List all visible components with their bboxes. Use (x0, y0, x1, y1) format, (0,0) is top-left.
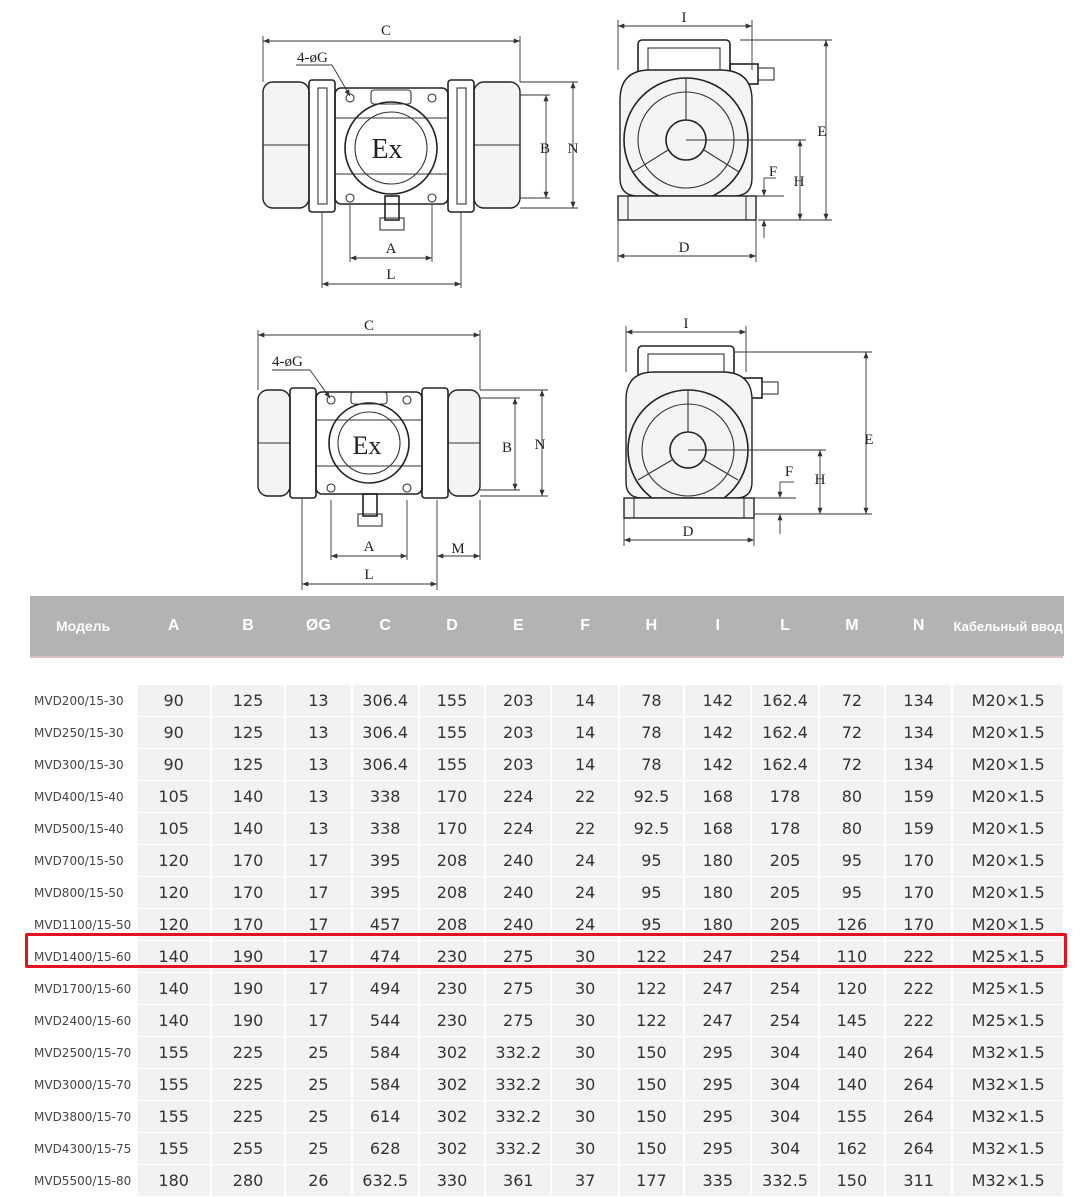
value-cell: 140 (211, 781, 285, 813)
value-cell: 30 (551, 1069, 618, 1101)
table-row (30, 973, 1064, 1005)
value-cell: 361 (485, 1165, 551, 1197)
value-cell: M20×1.5 (952, 749, 1064, 781)
value-cell: 30 (551, 1101, 618, 1133)
value-cell: 247 (684, 941, 751, 973)
value-cell: 304 (751, 1037, 818, 1069)
value-cell: 295 (684, 1101, 751, 1133)
dim-label-g: 4-øG (272, 354, 303, 370)
dim-label-f: F (768, 164, 778, 180)
value-cell: M25×1.5 (952, 1005, 1064, 1037)
model-cell: MVD300/15-30 (30, 749, 137, 781)
value-cell: 122 (619, 973, 684, 1005)
header-a: A (137, 596, 211, 657)
header-b: B (211, 596, 285, 657)
ex-badge: Ex (371, 134, 403, 165)
value-cell: 110 (819, 941, 885, 973)
value-cell: 14 (551, 717, 618, 749)
value-cell: 25 (285, 1133, 351, 1165)
value-cell: 155 (137, 1037, 211, 1069)
value-cell: 205 (751, 877, 818, 909)
value-cell: 222 (885, 1005, 952, 1037)
value-cell: 222 (885, 941, 952, 973)
value-cell: 17 (285, 973, 351, 1005)
value-cell: 125 (211, 717, 285, 749)
value-cell: 140 (137, 1005, 211, 1037)
table-header-row (30, 596, 1064, 657)
value-cell: 92.5 (619, 781, 684, 813)
value-cell: 264 (885, 1069, 952, 1101)
table-row (30, 909, 1064, 941)
table-row (30, 781, 1064, 813)
value-cell: 280 (211, 1165, 285, 1197)
dimension-drawings (0, 0, 1087, 595)
value-cell: 162.4 (751, 717, 818, 749)
side-view-drawing-2 (624, 326, 872, 546)
value-cell: M20×1.5 (952, 813, 1064, 845)
value-cell: 140 (211, 813, 285, 845)
model-cell: MVD500/15-40 (30, 813, 137, 845)
table-row (30, 749, 1064, 781)
value-cell: 140 (137, 941, 211, 973)
value-cell: 13 (285, 781, 351, 813)
value-cell: 155 (819, 1101, 885, 1133)
value-cell: 332.2 (485, 1133, 551, 1165)
value-cell: 26 (285, 1165, 351, 1197)
model-cell: MVD800/15-50 (30, 877, 137, 909)
value-cell: 170 (211, 909, 285, 941)
value-cell: M20×1.5 (952, 685, 1064, 717)
value-cell: 208 (419, 909, 485, 941)
dim-label-g: 4-øG (297, 50, 328, 66)
value-cell: 17 (285, 909, 351, 941)
value-cell: M20×1.5 (952, 909, 1064, 941)
model-cell: MVD250/15-30 (30, 717, 137, 749)
value-cell: 264 (885, 1037, 952, 1069)
value-cell: 92.5 (619, 813, 684, 845)
header-f: F (551, 596, 618, 657)
value-cell: 168 (684, 781, 751, 813)
side-view-drawing-1 (618, 20, 832, 262)
value-cell: 180 (684, 877, 751, 909)
value-cell: 457 (352, 909, 419, 941)
value-cell: 24 (551, 909, 618, 941)
value-cell: 180 (137, 1165, 211, 1197)
value-cell: 78 (619, 685, 684, 717)
dim-label-h: H (814, 472, 826, 488)
model-cell: MVD2400/15-60 (30, 1005, 137, 1037)
value-cell: 335 (684, 1165, 751, 1197)
value-cell: 544 (352, 1005, 419, 1037)
value-cell: 632.5 (352, 1165, 419, 1197)
dim-label-d: D (678, 240, 690, 256)
value-cell: 140 (819, 1037, 885, 1069)
value-cell: 170 (211, 877, 285, 909)
dim-label-l: L (386, 267, 396, 283)
value-cell: M20×1.5 (952, 781, 1064, 813)
value-cell: 225 (211, 1101, 285, 1133)
dim-label-h: H (793, 174, 805, 190)
value-cell: 140 (137, 973, 211, 1005)
value-cell: 95 (619, 877, 684, 909)
value-cell: 208 (419, 877, 485, 909)
value-cell: 25 (285, 1101, 351, 1133)
value-cell: 17 (285, 1005, 351, 1037)
value-cell: 264 (885, 1133, 952, 1165)
value-cell: 17 (285, 845, 351, 877)
dim-label-f: F (784, 464, 794, 480)
value-cell: 230 (419, 941, 485, 973)
header-d: D (419, 596, 485, 657)
dim-label-i: I (683, 316, 689, 332)
value-cell: 105 (137, 813, 211, 845)
value-cell: 190 (211, 1005, 285, 1037)
value-cell: 30 (551, 1133, 618, 1165)
header-i: I (684, 596, 751, 657)
value-cell: 90 (137, 749, 211, 781)
value-cell: M32×1.5 (952, 1037, 1064, 1069)
value-cell: 180 (684, 845, 751, 877)
value-cell: 311 (885, 1165, 952, 1197)
value-cell: 302 (419, 1037, 485, 1069)
value-cell: 25 (285, 1037, 351, 1069)
value-cell: 614 (352, 1101, 419, 1133)
value-cell: 150 (619, 1037, 684, 1069)
value-cell: 122 (619, 941, 684, 973)
value-cell: M32×1.5 (952, 1133, 1064, 1165)
value-cell: 170 (885, 909, 952, 941)
value-cell: 134 (885, 685, 952, 717)
value-cell: 30 (551, 941, 618, 973)
value-cell: 240 (485, 909, 551, 941)
value-cell: 90 (137, 717, 211, 749)
value-cell: 155 (419, 717, 485, 749)
value-cell: 78 (619, 749, 684, 781)
model-cell: MVD700/15-50 (30, 845, 137, 877)
table-row (30, 1005, 1064, 1037)
value-cell: 275 (485, 1005, 551, 1037)
model-cell: MVD1400/15-60 (30, 941, 137, 973)
value-cell: 134 (885, 749, 952, 781)
value-cell: 230 (419, 973, 485, 1005)
value-cell: 162.4 (751, 749, 818, 781)
value-cell: 205 (751, 845, 818, 877)
value-cell: 304 (751, 1101, 818, 1133)
value-cell: 120 (137, 909, 211, 941)
value-cell: 180 (684, 909, 751, 941)
value-cell: 155 (137, 1133, 211, 1165)
dim-label-n: N (534, 437, 546, 453)
value-cell: 13 (285, 717, 351, 749)
value-cell: 494 (352, 973, 419, 1005)
model-cell: MVD1100/15-50 (30, 909, 137, 941)
value-cell: 332.2 (485, 1037, 551, 1069)
table-row (30, 845, 1064, 877)
value-cell: 295 (684, 1037, 751, 1069)
value-cell: 178 (751, 813, 818, 845)
table-row (30, 877, 1064, 909)
value-cell: 295 (684, 1069, 751, 1101)
specification-table (30, 596, 1065, 1197)
value-cell: 150 (619, 1069, 684, 1101)
value-cell: 177 (619, 1165, 684, 1197)
value-cell: 37 (551, 1165, 618, 1197)
value-cell: M32×1.5 (952, 1165, 1064, 1197)
value-cell: 22 (551, 813, 618, 845)
value-cell: 30 (551, 1005, 618, 1037)
value-cell: 332.2 (485, 1069, 551, 1101)
value-cell: 224 (485, 813, 551, 845)
value-cell: 95 (819, 877, 885, 909)
value-cell: 80 (819, 813, 885, 845)
value-cell: 222 (885, 973, 952, 1005)
value-cell: 155 (419, 685, 485, 717)
value-cell: 155 (137, 1069, 211, 1101)
value-cell: 332.5 (751, 1165, 818, 1197)
model-cell: MVD3800/15-70 (30, 1101, 137, 1133)
value-cell: 584 (352, 1037, 419, 1069)
value-cell: M32×1.5 (952, 1069, 1064, 1101)
value-cell: M20×1.5 (952, 877, 1064, 909)
value-cell: M32×1.5 (952, 1101, 1064, 1133)
header-l: L (751, 596, 818, 657)
value-cell: 150 (619, 1133, 684, 1165)
value-cell: 95 (619, 909, 684, 941)
value-cell: 30 (551, 973, 618, 1005)
value-cell: 120 (137, 845, 211, 877)
value-cell: 145 (819, 1005, 885, 1037)
value-cell: 17 (285, 941, 351, 973)
value-cell: 203 (485, 749, 551, 781)
dim-label-e: E (817, 124, 827, 140)
table-row (30, 941, 1064, 973)
dim-label-a: A (363, 539, 375, 555)
value-cell: 295 (684, 1133, 751, 1165)
value-cell: 120 (819, 973, 885, 1005)
dim-label-b: B (539, 141, 551, 157)
table-row (30, 1069, 1064, 1101)
value-cell: 225 (211, 1037, 285, 1069)
value-cell: 24 (551, 845, 618, 877)
value-cell: M25×1.5 (952, 941, 1064, 973)
value-cell: 240 (485, 845, 551, 877)
value-cell: 306.4 (352, 749, 419, 781)
value-cell: 142 (684, 685, 751, 717)
header-n: N (885, 596, 952, 657)
model-cell: MVD400/15-40 (30, 781, 137, 813)
value-cell: 255 (211, 1133, 285, 1165)
value-cell: 162 (819, 1133, 885, 1165)
model-cell: MVD1700/15-60 (30, 973, 137, 1005)
header-cable-entry: Кабельный ввод (952, 596, 1064, 657)
value-cell: 338 (352, 813, 419, 845)
value-cell: 247 (684, 1005, 751, 1037)
value-cell: 125 (211, 749, 285, 781)
value-cell: 168 (684, 813, 751, 845)
dim-label-m: M (451, 541, 465, 557)
value-cell: 159 (885, 813, 952, 845)
value-cell: 159 (885, 781, 952, 813)
value-cell: 125 (211, 685, 285, 717)
value-cell: 240 (485, 877, 551, 909)
value-cell: 170 (419, 813, 485, 845)
value-cell: 170 (885, 845, 952, 877)
value-cell: 17 (285, 877, 351, 909)
dim-label-l: L (364, 567, 374, 583)
table-row (30, 1101, 1064, 1133)
value-cell: 224 (485, 781, 551, 813)
value-cell: 78 (619, 717, 684, 749)
value-cell: 142 (684, 717, 751, 749)
value-cell: 24 (551, 877, 618, 909)
model-cell: MVD200/15-30 (30, 685, 137, 717)
value-cell: 302 (419, 1101, 485, 1133)
value-cell: 205 (751, 909, 818, 941)
value-cell: 14 (551, 685, 618, 717)
dim-label-d: D (682, 524, 694, 540)
value-cell: 208 (419, 845, 485, 877)
value-cell: 150 (619, 1101, 684, 1133)
value-cell: 13 (285, 685, 351, 717)
value-cell: 95 (619, 845, 684, 877)
dim-label-c: C (363, 318, 375, 334)
value-cell: 332.2 (485, 1101, 551, 1133)
table-row (30, 1133, 1064, 1165)
value-cell: 330 (419, 1165, 485, 1197)
value-cell: 302 (419, 1133, 485, 1165)
value-cell: 80 (819, 781, 885, 813)
value-cell: 306.4 (352, 685, 419, 717)
header-e: E (485, 596, 551, 657)
value-cell: 264 (885, 1101, 952, 1133)
value-cell: 155 (419, 749, 485, 781)
value-cell: 126 (819, 909, 885, 941)
value-cell: 203 (485, 685, 551, 717)
value-cell: 190 (211, 973, 285, 1005)
value-cell: 105 (137, 781, 211, 813)
value-cell: 302 (419, 1069, 485, 1101)
value-cell: 14 (551, 749, 618, 781)
value-cell: 170 (419, 781, 485, 813)
value-cell: 95 (819, 845, 885, 877)
header-c: C (352, 596, 419, 657)
value-cell: 474 (352, 941, 419, 973)
table-row (30, 717, 1064, 749)
value-cell: 72 (819, 749, 885, 781)
value-cell: 254 (751, 941, 818, 973)
value-cell: 120 (137, 877, 211, 909)
value-cell: 190 (211, 941, 285, 973)
value-cell: 142 (684, 749, 751, 781)
value-cell: 306.4 (352, 717, 419, 749)
value-cell: 170 (885, 877, 952, 909)
value-cell: M20×1.5 (952, 717, 1064, 749)
value-cell: 25 (285, 1069, 351, 1101)
value-cell: 338 (352, 781, 419, 813)
value-cell: 254 (751, 973, 818, 1005)
value-cell: 13 (285, 749, 351, 781)
value-cell: 13 (285, 813, 351, 845)
value-cell: M25×1.5 (952, 973, 1064, 1005)
dim-label-c: C (380, 23, 392, 39)
value-cell: 275 (485, 973, 551, 1005)
front-view-drawing-1 (263, 36, 578, 288)
value-cell: 22 (551, 781, 618, 813)
value-cell: 304 (751, 1133, 818, 1165)
value-cell: 247 (684, 973, 751, 1005)
value-cell: 395 (352, 845, 419, 877)
value-cell: 584 (352, 1069, 419, 1101)
value-cell: 628 (352, 1133, 419, 1165)
header-m: M (819, 596, 885, 657)
header-h: H (619, 596, 684, 657)
value-cell: 254 (751, 1005, 818, 1037)
value-cell: 304 (751, 1069, 818, 1101)
dim-label-n: N (567, 141, 579, 157)
value-cell: 162.4 (751, 685, 818, 717)
dim-label-b: B (501, 440, 513, 456)
value-cell: 90 (137, 685, 211, 717)
value-cell: 155 (137, 1101, 211, 1133)
value-cell: M20×1.5 (952, 845, 1064, 877)
dim-label-i: I (681, 10, 687, 26)
model-cell: MVD5500/15-80 (30, 1165, 137, 1197)
value-cell: 134 (885, 717, 952, 749)
model-cell: MVD2500/15-70 (30, 1037, 137, 1069)
model-cell: MVD4300/15-75 (30, 1133, 137, 1165)
ex-badge: Ex (352, 431, 382, 460)
table-row (30, 1165, 1064, 1197)
value-cell: 72 (819, 717, 885, 749)
value-cell: 170 (211, 845, 285, 877)
model-cell: MVD3000/15-70 (30, 1069, 137, 1101)
header-model: Модель (30, 596, 137, 657)
value-cell: 203 (485, 717, 551, 749)
table-row (30, 685, 1064, 717)
value-cell: 275 (485, 941, 551, 973)
table-row (30, 813, 1064, 845)
table-row (30, 1037, 1064, 1069)
value-cell: 230 (419, 1005, 485, 1037)
header-spacer (30, 657, 1064, 685)
value-cell: 30 (551, 1037, 618, 1069)
value-cell: 225 (211, 1069, 285, 1101)
value-cell: 395 (352, 877, 419, 909)
header-g: ØG (285, 596, 351, 657)
value-cell: 140 (819, 1069, 885, 1101)
dim-label-e: E (864, 432, 874, 448)
value-cell: 178 (751, 781, 818, 813)
value-cell: 150 (819, 1165, 885, 1197)
value-cell: 122 (619, 1005, 684, 1037)
value-cell: 72 (819, 685, 885, 717)
dim-label-a: A (385, 241, 397, 257)
